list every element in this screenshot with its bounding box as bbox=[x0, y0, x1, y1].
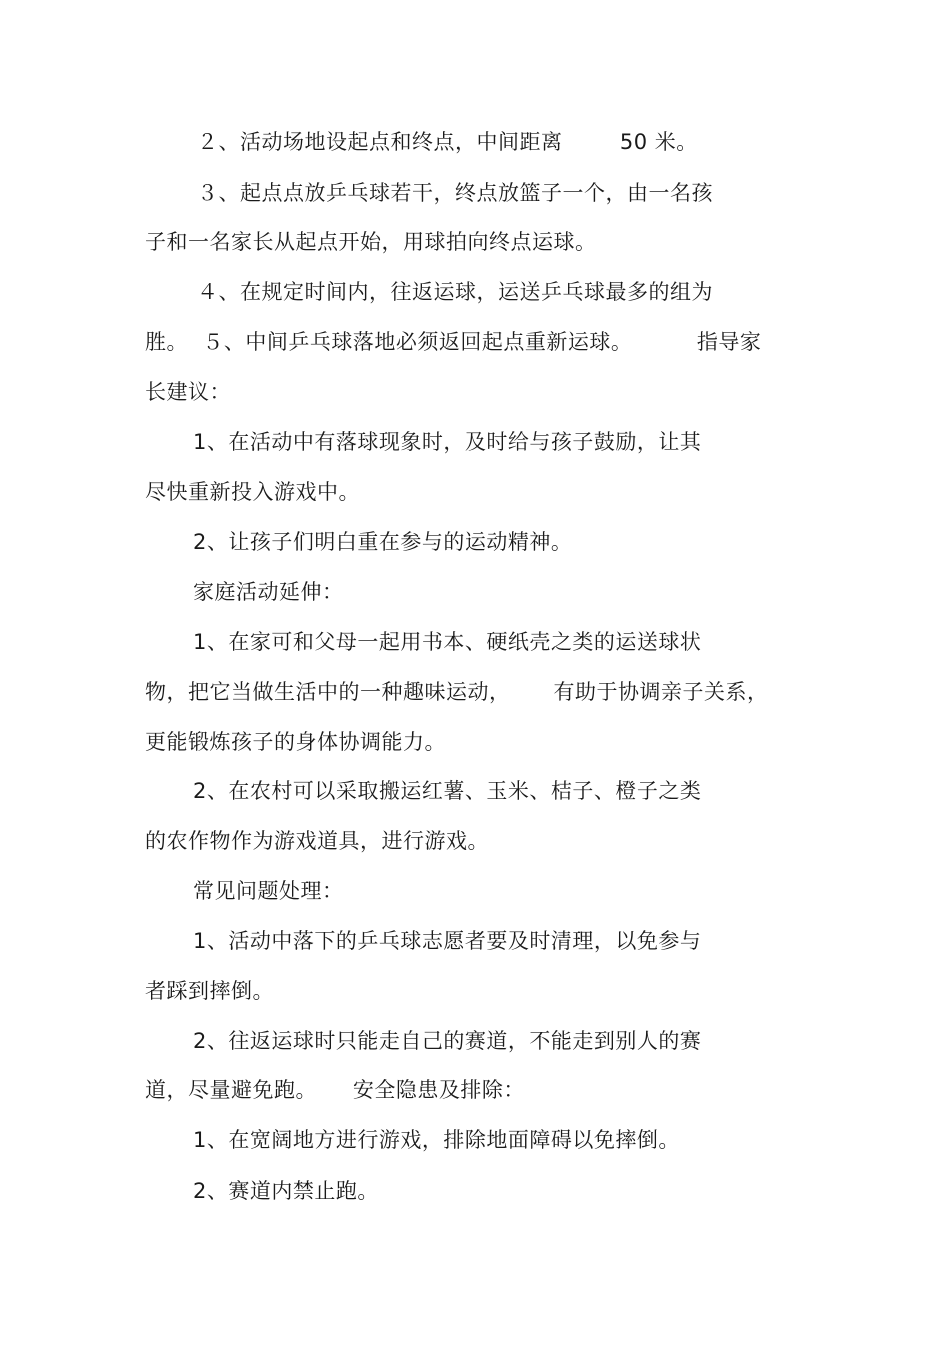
text-line-14: 2、在农村可以采取搬运红薯、玉米、桔子、橙子之类 bbox=[193, 779, 702, 803]
text-line-6: 长建议： bbox=[145, 380, 231, 404]
text-line-5: 胜。 ５、中间乒乓球落地必须返回起点重新运球。 指导家 bbox=[145, 330, 762, 354]
text-line-8: 尽快重新投入游戏中。 bbox=[145, 480, 360, 504]
text-line-15: 的农作物作为游戏道具，进行游戏。 bbox=[145, 829, 489, 853]
text-line-9: 2、让孩子们明白重在参与的运动精神。 bbox=[193, 530, 573, 554]
text-line-20: 道，尽量避免跑。 安全隐患及排除： bbox=[145, 1078, 525, 1102]
text-line-2: ３、起点点放乒乓球若干，终点放篮子一个，由一名孩 bbox=[197, 181, 713, 205]
text-line-21: 1、在宽阔地方进行游戏，排除地面障碍以免摔倒。 bbox=[193, 1128, 680, 1152]
text-line-18: 者踩到摔倒。 bbox=[145, 979, 274, 1003]
text-line-22: 2、赛道内禁止跑。 bbox=[193, 1179, 379, 1203]
text-line-11: 1、在家可和父母一起用书本、硬纸壳之类的运送球状 bbox=[193, 630, 702, 654]
text-line-16: 常见问题处理： bbox=[193, 879, 344, 903]
text-line-4: ４、在规定时间内，往返运球，运送乒乓球最多的组为 bbox=[197, 280, 713, 304]
text-line-12: 物，把它当做生活中的一种趣味运动， 有助于协调亲子关系， bbox=[145, 680, 769, 704]
text-line-10: 家庭活动延伸： bbox=[193, 580, 344, 604]
text-line-17: 1、活动中落下的乒乓球志愿者要及时清理，以免参与 bbox=[193, 929, 702, 953]
text-line-3: 子和一名家长从起点开始，用球拍向终点运球。 bbox=[145, 230, 597, 254]
text-line-7: 1、在活动中有落球现象时，及时给与孩子鼓励，让其 bbox=[193, 430, 702, 454]
text-line-19: 2、往返运球时只能走自己的赛道，不能走到别人的赛 bbox=[193, 1029, 702, 1053]
text-line-13: 更能锻炼孩子的身体协调能力。 bbox=[145, 730, 446, 754]
text-line-1: ２、活动场地设起点和终点，中间距离 50 米。 bbox=[197, 130, 698, 154]
